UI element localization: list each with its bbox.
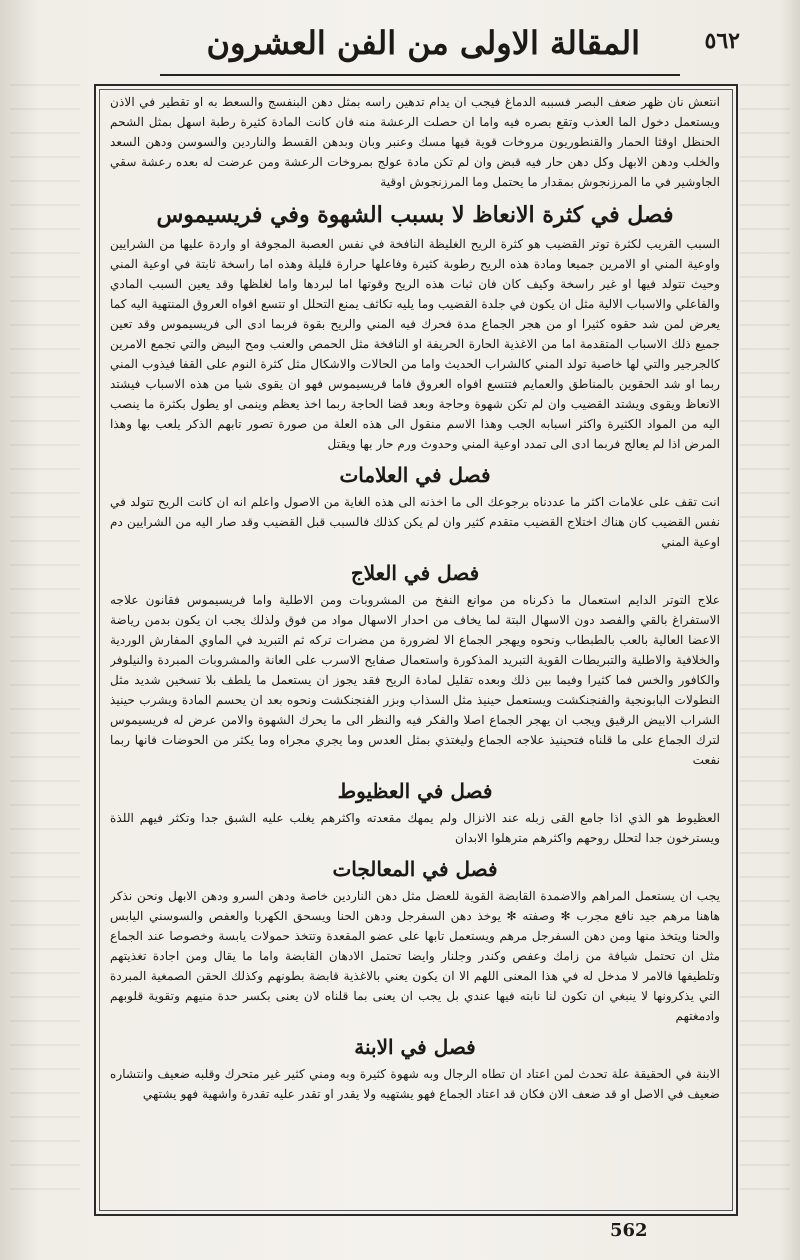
text-body xyxy=(110,92,720,1212)
section-heading: فصل في العظيوط xyxy=(337,779,493,803)
page-header xyxy=(100,18,740,78)
body-paragraph: الابنة في الحقيقة علة تحدث لمن اعتاد ان تطاه الرجال وبه شهوة كثيرة وبه ومني كثير غير متحرك وقلبه ضعيف وانتشاره ضعيف في الاصل او قد ضعف الان فكان قد اعتاد الجماع فهو يشتهيه ولا يقدر او تقدر عليه تقدرة واشهية فهو يشتهي xyxy=(110,1067,720,1101)
body-paragraph: السبب القريب لكثرة توتر القضيب هو كثرة الريح الغليظة النافخة في نفس العصبة المجوفة او واردة عليها من الشرايين واوعية المني او الامرين جميعا ومادة هذه الريح رطوبة كثيرة وفاعلها حرارة قليلة وهذه اما راسخة ثابتة في اوعية المني وحيث تتولد فيها او غير راسخة وكيف كان فان ثبات هذه الريح وقوتها اما لبردها واما لغلظها وقد يعين السبب المادي والفاعلي والاسباب الالية مثل ان يكون في جلدة القضيب وما يليه تكاثف يمنع التحلل او تتسع افواه العروق المنتهية اليه كما يعرض لمن شد حقوه كثيرا او من هجر الجماع مدة فحرك فيه المني والريح بقوة فربما ادى الى فريسيموس وقد تعين جميع ذلك الاسباب المتقدمة اما من الاغذية الحارة الحريفة او النافخة مثل الحمص والعنب ومح البيض والتي تجمع الامرين كالجرجير والتي لها خاصية تولد المني كالشراب الحديث واما من الحالات والاشكال مثل كثرة النوم على القفا فيذوب المني ربما او شد الحقوين بالمناطق والعمايم فتتسع افواه العروق فاما فريسيموس فهو ان يقوى شيا من هذه الاسباب فيشتد الانعاظ ويقوى ويشتد القضيب وان لم تكن شهوة وحاجة وبعد قضا الحاجة ربما اخذ يعظم وينمى او يطول بكثرة ما ينصب اليه من المواد الكثيرة واكثر اسبابه الجب وهذا الاسم منقول الى هذه العلة من صورة تصور تابهم الذكر يلعب بها وهذا المرض اذا لم يعالج فربما ادى الى تمدد اوعية المني وحدوث ورم حار بها ويقتل xyxy=(110,237,720,451)
header-rule xyxy=(160,74,680,76)
bleed-through-margin xyxy=(740,84,790,1212)
running-title: المقالة الاولى من الفن العشرون xyxy=(206,24,640,62)
section-heading: فصل في العلاج xyxy=(350,561,480,585)
bleed-through-margin xyxy=(10,84,80,1212)
body-paragraph: العظيوط هو الذي اذا جامع القى زبله عند الانزال ولم يمهك مقعدته واكثرهم يغلب عليه الشبق جدا وتكثر فيهم اللذة ويسترخون جدا لتحلل روحهم واكثرهم مترهلوا الابدان xyxy=(110,811,720,845)
section-heading: فصل في الابنة xyxy=(354,1035,476,1059)
body-paragraph: يجب ان يستعمل المراهم والاضمدة القابضة القوية للعضل مثل دهن الناردين خاصة ودهن السرو ودهن الابهل ونحن نذكر هاهنا مرهم جيد نافع مجرب ✻ وصفته ✻ يوخذ دهن السفرجل ودهن الحنا ويسحق الكهربا والعفص والسوسني اليابس والحنا ويتخذ منها ومن دهن السفرجل مرهم ويستعمل تابها على عضو المقعدة وتتخذ حمولات يابسة وخصوصا عند الجماع مثل ان تحتمل شيافة من زامك وعفص وكندر وجلنار وايضا تحتمل الادهان القابضة واما ما يقال ومن اجادة تغذيتهم وتلطيفها فالامر لا مدخل له في هذا المعنى اللهم الا ان يكون يعني بالاغذية قابضة بطونهم وكذلك الحقن الصمغية المبردة التي يذكرونها لا ينبغي ان تكون لنا نابته فيها عندي بل يجب ان يعنى بما قلناه لان يعنى بكسر حدة منيهم وتقوية قلوبهم وادمغتهم xyxy=(110,889,720,1023)
body-paragraph: انتعش نان ظهر ضعف البصر فسببه الدماغ فيجب ان يدام تدهين راسه بمثل دهن البنفسج والسعط به او تقطير في الاذن ويستعمل دخول الما العذب وتقع بصره فيه واما ان حصلت الرعشة منه فان كانت المادة كثيرة رطبة اسهل بمثل الشحم الحنظل اوقثا الحمار والقنطوريون مروخات قوية فيها مسك وعنبر وبان وبدهن القسط والناردين والسوسن ودهن السعد والخلب ودهن الابهل وكل دهن حار فيه قبض وان لم تكن مادة عولج بمروخات الرعشة ومن عرضت له بعده رعشة سقي الجاوشير في ما المرزنجوش بمقدار ما يحتمل وما المرزنجوش اوقية xyxy=(110,95,720,189)
page-number-bottom: 562 xyxy=(610,1220,648,1241)
section-heading: فصل في المعالجات xyxy=(332,857,498,881)
body-paragraph: علاج التوتر الدايم استعمال ما ذكرناه من موانع النفخ من المشروبات ومن الاطلية واما فريسيموس فقانون علاجه الاستفراغ بالقي والفصد دون الاسهال البتة لما يخاف من احدار الاسهال مواد من فوق ولذلك يجب ان يكون بدمن رياضة الاعضا العالية بالعب بالطبطاب ونحوه ويهجر الجماع الا لضرورة من مضرات تركه ثم التبريد في الماوي المفارش الوردية والخلافية والاطلية والتبريطات القوية التبريد المذكورة واستعمال صفايح الاسرب على العانة والمشروبات المبردة والنيلوفر والكافور والخس فما كثيرا وفيما بين ذلك وبعده تقليل لمادة الريح فقد يجوز ان يستعمل ما يلطف بلا تسخين شديد مثل النطولات البابونجية والفنجنكشت ويستعمل حينيذ مثل السذاب وبزر الفنجنكشت ونحوه بعد ان يحسم المادة ويشرب حينيذ الشراب الابيض الرقيق ويجب ان يهجر الجماع اصلا والفكر فيه والنظر الى ما يحرك الشهوة والامن عرض له فريسيموس لترك الجماع على ما قلناه فتحينيذ علاجه الجماع وليغتذي بمثل العدس وما يجري مجراه وما يكثر من الحوضات فانها ربما نفعت xyxy=(110,593,720,767)
page-number-top: ٥٦٢ xyxy=(704,28,740,54)
section-heading: فصل في كثرة الانعاظ لا بسبب الشهوة وفي فريسيموس xyxy=(156,202,674,228)
section-heading: فصل في العلامات xyxy=(339,463,491,487)
body-paragraph: انت تقف على علامات اكثر ما عددناه برجوعك الى ما اخذنه الى هذه الغاية من الاصول واعلم انه ان كانت الريح تتولد في نفس القضيب كان هناك اختلاج القضيب متقدم كثير وان لم يكن كذلك فالسبب قبل القضيب وقد صار اليه من الشرايين دم اوعية المني xyxy=(110,495,720,549)
